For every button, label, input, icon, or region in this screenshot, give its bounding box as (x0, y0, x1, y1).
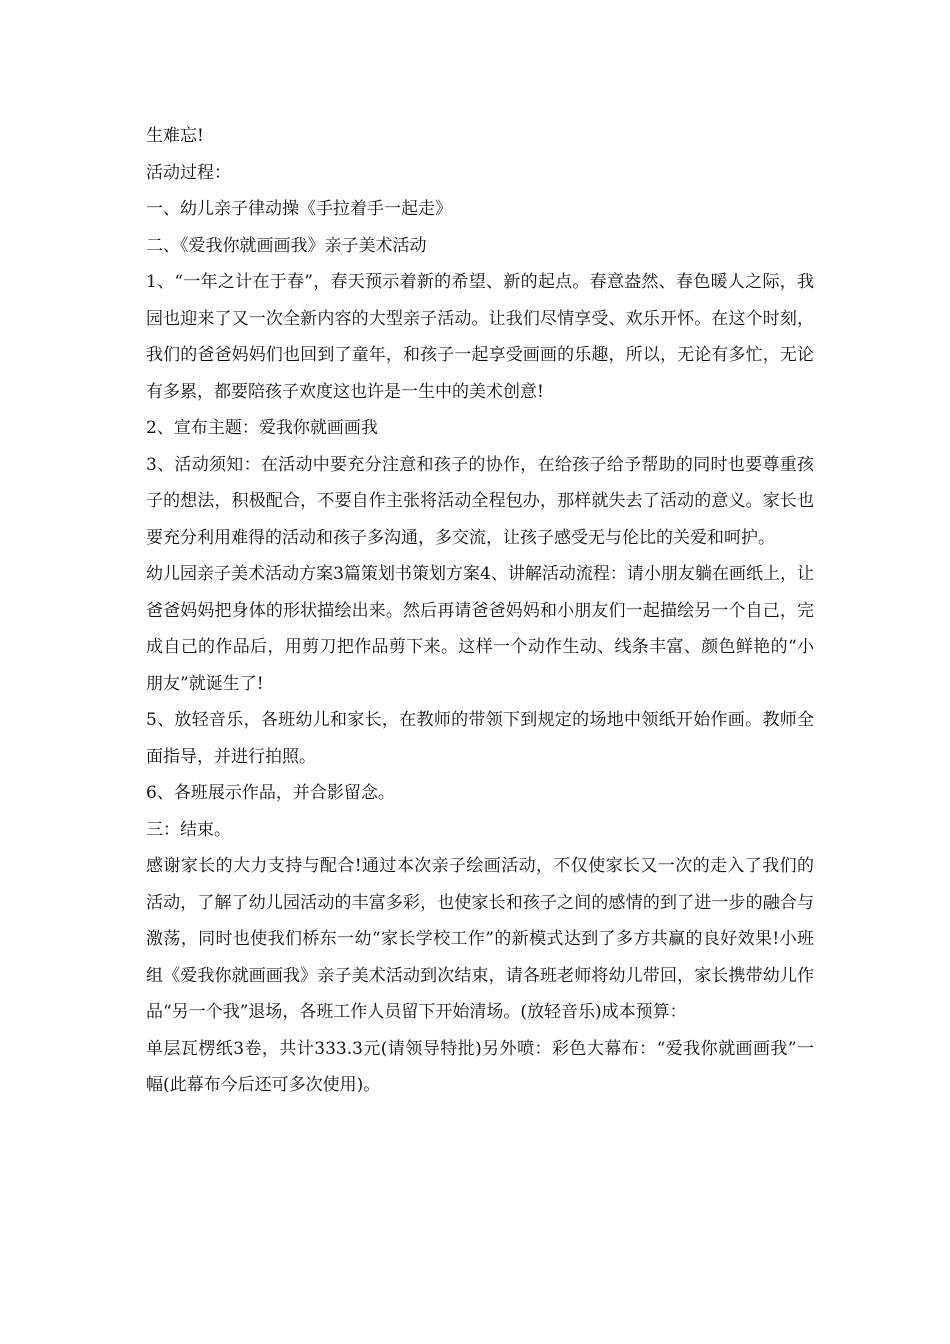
section-heading-process: 活动过程： (146, 162, 231, 183)
section-heading-end: 三：结束。 (146, 819, 231, 840)
paragraph-item-6: 6、各班展示作品，并合影留念。 (146, 783, 395, 803)
paragraph-item-5: 5、放轻音乐，各班幼儿和家长，在教师的带领下到规定的场地中领纸开始作画。教师全面指导，并进行拍照。 (146, 710, 814, 767)
paragraph-item-2: 2、宣布主题：爱我你就画画我 (146, 418, 378, 438)
paragraph-item-4: 幼儿园亲子美术活动方案3篇策划书策划方案4、讲解活动流程：请小朋友躺在画纸上，让爸爸妈妈把身体的形状描绘出来。然后再请爸爸妈妈和小朋友们一起描绘另一个自己，完成自己的作品后，用剪刀把作品剪下来。这样一个动作生动、线条丰富、颜色鲜艳的“小朋友”就诞生了! (146, 564, 814, 694)
step-heading-two: 二、《爱我你就画画我》亲子美术活动 (146, 235, 427, 256)
paragraph-budget: 单层瓦楞纸3卷，共计333.3元(请领导特批)另外喷：彩色大幕布：“爱我你就画画我”一幅(此幕布今后还可多次使用)。 (146, 1038, 814, 1095)
step-heading-one: 一、幼儿亲子律动操《手拉着手一起走》 (146, 199, 452, 219)
paragraph-item-1: 1、“一年之计在于春”，春天预示着新的希望、新的起点。春意盎然、春色暖人之际，我园也迎来了又一次全新内容的大型亲子活动。让我们尽情享受、欢乐开怀。在这个时刻，我们的爸爸妈妈们也回到了童年，和孩子一起享受画画的乐趣，所以，无论有多忙，无论有多累，都要陪孩子欢度这也许是一生中的美术创意! (146, 272, 814, 402)
paragraph-thanks: 感谢家长的大力支持与配合!通过本次亲子绘画活动，不仅使家长又一次的走入了我们的活动，了解了幼儿园活动的丰富多彩，也使家长和孩子之间的感情的到了进一步的融合与激荡，同时也使我们桥东一幼“家长学校工作”的新模式达到了多方共赢的良好效果!小班组《爱我你就画画我》亲子美术活动到次结束，请各班老师将幼儿带回，家长携带幼儿作品“另一个我”退场，各班工作人员留下开始清场。(放轻音乐)成本预算： (146, 856, 814, 1022)
paragraph-item-3: 3、活动须知：在活动中要充分注意和孩子的协作，在给孩子给予帮助的同时也要尊重孩子的想法，积极配合，不要自作主张将活动全程包办，那样就失去了活动的意义。家长也要充分利用难得的活动和孩子多沟通，多交流，让孩子感受无与伦比的关爱和呵护。 (146, 454, 814, 548)
document-body (146, 118, 814, 1104)
paragraph-closing-fragment: 生难忘! (146, 126, 204, 146)
